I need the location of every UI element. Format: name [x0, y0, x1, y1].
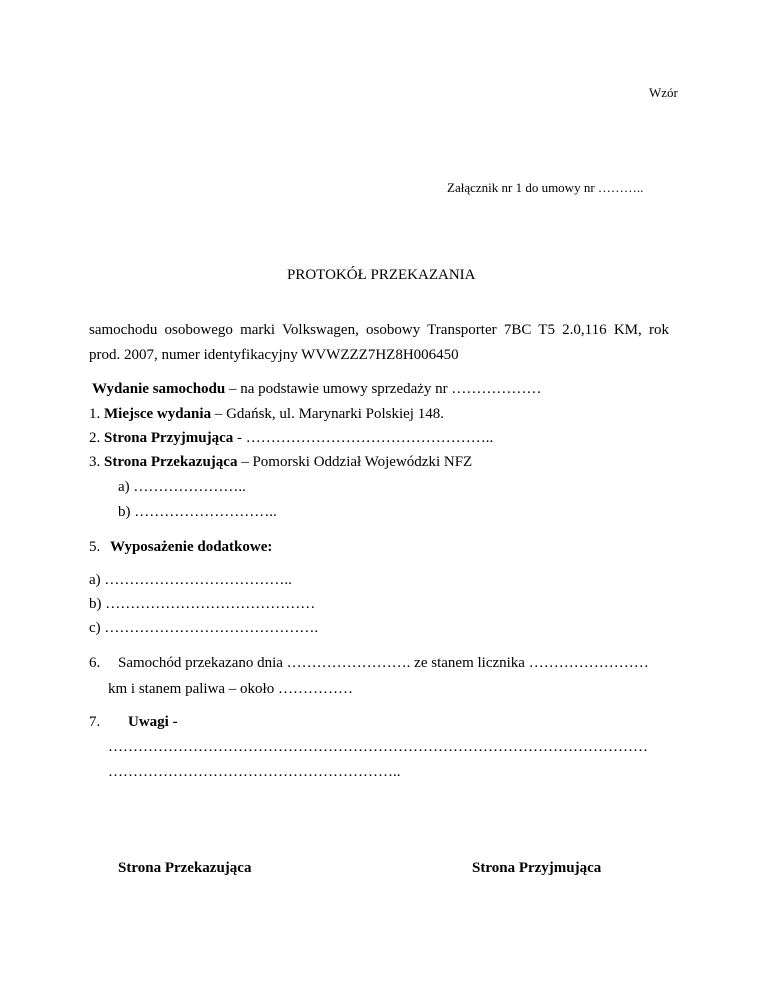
list-item-1	[89, 407, 444, 422]
list-item-text: - …………………………………………..	[233, 430, 494, 446]
sublist-letter: a)	[118, 479, 130, 495]
section-6-number: 6.	[89, 655, 101, 671]
list-item-label: Strona Przyjmująca	[104, 430, 234, 446]
uwagi-line-1: ………………………………………………………………………………………………	[108, 739, 648, 755]
wyposazenie-item-c	[89, 621, 318, 636]
signature-left: Strona Przekazująca	[118, 860, 252, 876]
wydanie-text: – na podstawie umowy sprzedaży nr ………………	[225, 381, 542, 397]
list-item-number: 3.	[89, 454, 101, 470]
list-item-text: – Gdańsk, ul. Marynarki Polskiej 148.	[211, 406, 444, 422]
document-title: PROTOKÓŁ PRZEKAZANIA	[287, 267, 476, 283]
uwagi-line-2: …………………………………………………..	[108, 764, 401, 780]
item-letter: a)	[89, 572, 101, 588]
sublist-text: ………………………..	[134, 504, 277, 520]
section-7-number: 7.	[89, 714, 101, 730]
list-item-label: Strona Przekazująca	[104, 454, 238, 470]
sublist-item-b	[118, 505, 277, 520]
section-6-line-2: km i stanem paliwa – około ……………	[108, 681, 353, 697]
wyposazenie-item-b	[89, 597, 315, 612]
list-item-3	[89, 455, 472, 470]
list-item-label: Miejsce wydania	[104, 406, 212, 422]
section-number: 5.	[89, 539, 101, 555]
wydanie-label: Wydanie samochodu	[92, 381, 226, 397]
list-item-number: 1.	[89, 406, 101, 422]
attachment-note: Załącznik nr 1 do umowy nr ………..	[447, 180, 644, 195]
wzor-label: Wzór	[649, 85, 678, 100]
signature-right: Strona Przyjmująca	[472, 860, 602, 876]
item-letter: c)	[89, 620, 101, 636]
sublist-text: …………………..	[133, 479, 246, 495]
wyposazenie-item-a	[89, 573, 292, 588]
sublist-item-a	[118, 480, 246, 495]
intro-line-2: prod. 2007, numer identyfikacyjny WVWZZZ7HZ8H006450	[89, 347, 459, 363]
list-item-2	[89, 431, 493, 446]
item-text: ……………………………………	[105, 596, 316, 612]
list-item-number: 2.	[89, 430, 101, 446]
list-item-text: – Pomorski Oddział Wojewódzki NFZ	[237, 454, 473, 470]
wydanie-line	[92, 382, 541, 397]
item-text: …………………………………….	[104, 620, 319, 636]
sublist-letter: b)	[118, 504, 131, 520]
uwagi-label: Uwagi -	[128, 714, 178, 730]
intro-line-1: samochodu osobowego marki Volkswagen, osobowy Transporter 7BC T5 2.0,116 KM, rok	[89, 322, 669, 338]
wyposazenie-heading	[89, 540, 272, 555]
section-label: Wyposażenie dodatkowe:	[110, 539, 273, 555]
item-letter: b)	[89, 596, 102, 612]
item-text: ………………………………..	[104, 572, 292, 588]
section-6-line-1: Samochód przekazano dnia ……………………. ze stanem licznika ……………………	[118, 655, 649, 671]
